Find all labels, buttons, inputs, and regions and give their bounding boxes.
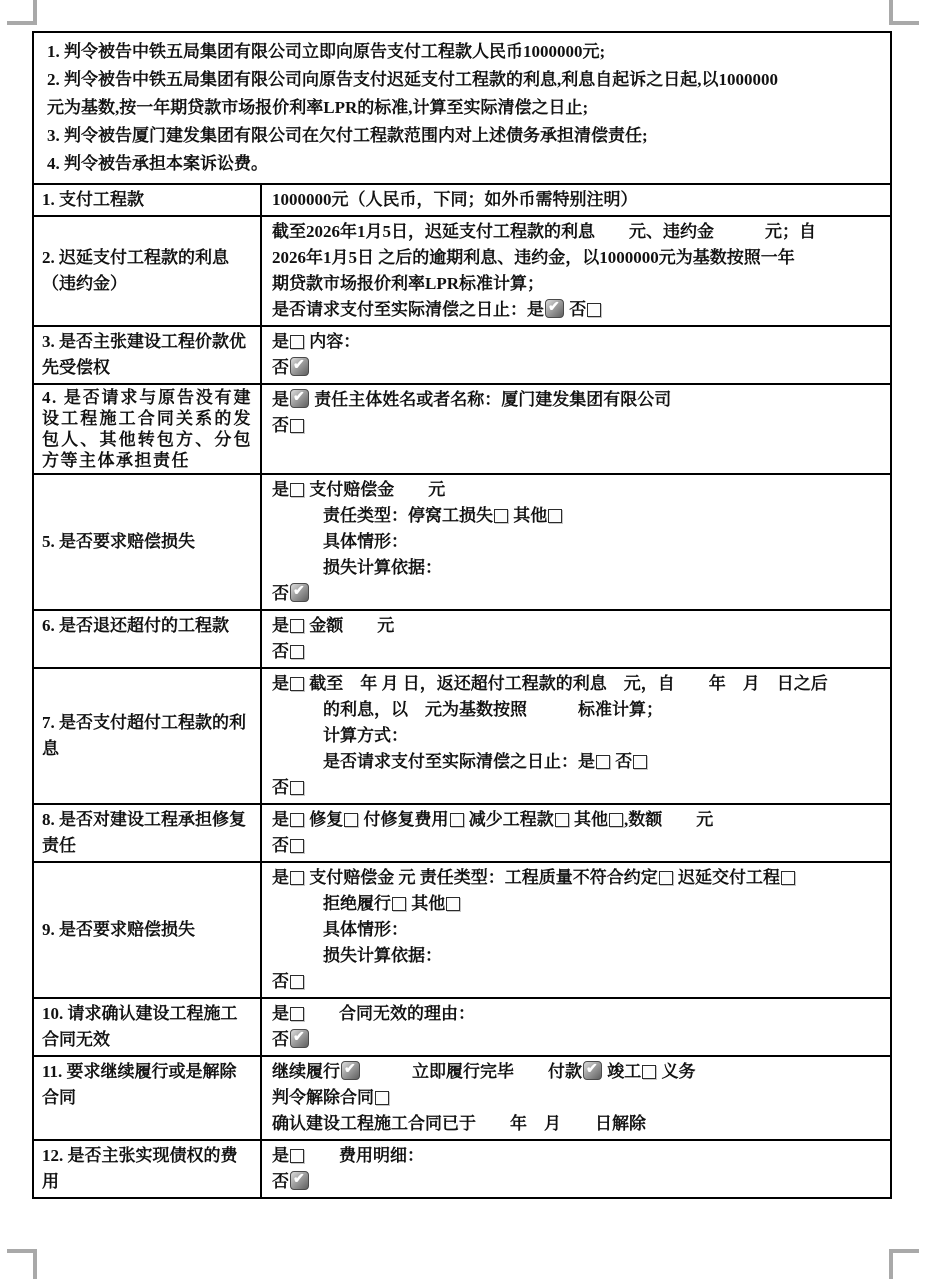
text-run: 是 [272, 674, 289, 693]
content-line [272, 1001, 882, 1027]
text-run: 具体情形： [272, 532, 408, 551]
row-label: 4. 是否请求与原告没有建设工程施工合同关系的发包人、其他转包方、分包方等主体承担责任 [33, 384, 261, 474]
content-line [272, 833, 882, 859]
text-run: 义务 [657, 1062, 696, 1081]
row-label: 12. 是否主张实现债权的费用 [33, 1140, 261, 1198]
text-run: 是否请求支付至实际清偿之日止：是 [272, 300, 544, 319]
text-run: 继续履行 [272, 1062, 340, 1081]
checkbox-unchecked-icon[interactable] [609, 813, 623, 827]
table-row [33, 610, 891, 668]
text-run: 是 [272, 480, 289, 499]
table-row [33, 1056, 891, 1140]
text-run: 是否请求支付至实际清偿之日止：是 [272, 752, 595, 771]
text-run: 否 [272, 1172, 289, 1191]
text-run: 具体情形： [272, 920, 408, 939]
row-label: 6. 是否退还超付的工程款 [33, 610, 261, 668]
text-run: 是 [272, 616, 289, 635]
text-run: 支付赔偿金 元 责任类型：工程质量不符合约定 [305, 868, 658, 887]
table-row [33, 216, 891, 326]
content-line [272, 1111, 882, 1137]
checkbox-checked-icon[interactable] [290, 389, 309, 408]
checkbox-unchecked-icon[interactable] [290, 677, 304, 691]
text-run: 付修复费用 [359, 810, 449, 829]
checkbox-checked-icon[interactable] [583, 1061, 602, 1080]
content-line [272, 891, 882, 917]
table-row [33, 668, 891, 804]
checkbox-unchecked-icon[interactable] [548, 509, 562, 523]
claim-line: 3. 判令被告厦门建发集团有限公司在欠付工程款范围内对上述债务承担清偿责任; [47, 126, 648, 145]
text-run: 否 [272, 836, 289, 855]
content-line [272, 723, 882, 749]
row-label: 7. 是否支付超付工程款的利息 [33, 668, 261, 804]
row-content [261, 474, 891, 610]
row-label: 1. 支付工程款 [33, 184, 261, 216]
checkbox-unchecked-icon[interactable] [494, 509, 508, 523]
content-line [272, 865, 882, 891]
text-run: 合同无效的理由： [305, 1004, 475, 1023]
checkbox-unchecked-icon[interactable] [290, 975, 304, 989]
content-line [272, 413, 882, 439]
row-content [261, 1056, 891, 1140]
claim-line: 1. 判令被告中铁五局集团有限公司立即向原告支付工程款人民币1000000元; [47, 42, 606, 61]
checkbox-unchecked-icon[interactable] [596, 755, 610, 769]
content-line [272, 1059, 882, 1085]
text-run: 否 [611, 752, 633, 771]
text-run: 判令解除合同 [272, 1088, 374, 1107]
table-row [33, 862, 891, 998]
checkbox-unchecked-icon[interactable] [290, 1007, 304, 1021]
text-run: 责任主体姓名或者名称：厦门建发集团有限公司 [310, 390, 672, 409]
crop-mark-bottom-left-icon [33, 1249, 37, 1279]
content-line [272, 807, 882, 833]
table-row [33, 326, 891, 384]
checkbox-unchecked-icon[interactable] [633, 755, 647, 769]
content-line [272, 555, 882, 581]
checkbox-unchecked-icon[interactable] [781, 871, 795, 885]
content-line [272, 477, 882, 503]
text-run: 竣工 [603, 1062, 642, 1081]
text-run: 内容： [305, 332, 361, 351]
checkbox-unchecked-icon[interactable] [392, 897, 406, 911]
crop-mark-top-right-icon [889, 21, 919, 25]
content-line [272, 355, 882, 381]
content-line [272, 245, 882, 271]
checkbox-unchecked-icon[interactable] [375, 1091, 389, 1105]
content-line [272, 187, 882, 213]
row-label: 10. 请求确认建设工程施工合同无效 [33, 998, 261, 1056]
checkbox-unchecked-icon[interactable] [290, 645, 304, 659]
row-content [261, 610, 891, 668]
petition-table [32, 183, 892, 1199]
text-run: 金额 元 [305, 616, 395, 635]
text-run: 损失计算依据： [272, 946, 442, 965]
checkbox-unchecked-icon[interactable] [555, 813, 569, 827]
table-row [33, 1140, 891, 1198]
text-run: 其他 [407, 894, 446, 913]
table-row [33, 474, 891, 610]
content-line [272, 697, 882, 723]
text-run: 其他 [509, 506, 548, 525]
text-run: 否 [272, 642, 289, 661]
table-row [33, 384, 891, 474]
checkbox-unchecked-icon[interactable] [642, 1065, 656, 1079]
text-run: 期贷款市场报价利率LPR标准计算； [272, 274, 544, 293]
content-line [272, 529, 882, 555]
text-run: 支付赔偿金 元 [305, 480, 446, 499]
text-run: 否 [272, 1030, 289, 1049]
text-run: 其他 [569, 810, 608, 829]
content-line [272, 969, 882, 995]
content-line [272, 271, 882, 297]
crop-mark-bottom-right-icon [889, 1249, 919, 1253]
text-run: ,数额 元 [624, 810, 714, 829]
row-content [261, 998, 891, 1056]
text-run: 否 [272, 972, 289, 991]
checkbox-unchecked-icon[interactable] [450, 813, 464, 827]
content-line [272, 581, 882, 607]
content-line [272, 329, 882, 355]
petition-table-body [33, 184, 891, 1198]
text-run: 否 [272, 358, 289, 377]
row-content [261, 384, 891, 474]
content-line [272, 639, 882, 665]
text-run: 拒绝履行 [272, 894, 391, 913]
table-row [33, 804, 891, 862]
checkbox-unchecked-icon[interactable] [290, 781, 304, 795]
text-run: 否 [272, 778, 289, 797]
content-line [272, 297, 882, 323]
claim-line: 4. 判令被告承担本案诉讼费。 [47, 154, 268, 173]
checkbox-unchecked-icon[interactable] [290, 871, 304, 885]
text-run: 截至 年 月 日，返还超付工程款的利息 元，自 年 月 日之后 [305, 674, 828, 693]
checkbox-unchecked-icon[interactable] [290, 1149, 304, 1163]
crop-mark-bottom-left-icon [7, 1249, 37, 1253]
checkbox-unchecked-icon[interactable] [290, 839, 304, 853]
checkbox-unchecked-icon[interactable] [587, 303, 601, 317]
text-run: 是 [272, 810, 289, 829]
text-run: 费用明细： [305, 1146, 424, 1165]
row-content [261, 862, 891, 998]
content-line [272, 1169, 882, 1195]
text-run: 损失计算依据： [272, 558, 442, 577]
claim-line: 2. 判令被告中铁五局集团有限公司向原告支付迟延支付工程款的利息,利息自起诉之日起,以1000000 [47, 70, 778, 89]
checkbox-unchecked-icon[interactable] [446, 897, 460, 911]
row-content [261, 804, 891, 862]
content-line [272, 917, 882, 943]
content-line [272, 1143, 882, 1169]
row-label: 3. 是否主张建设工程价款优先受偿权 [33, 326, 261, 384]
text-run: 的利息，以 元为基数按照 标准计算； [272, 700, 663, 719]
text-run: 立即履行完毕 付款 [361, 1062, 582, 1081]
row-content [261, 184, 891, 216]
content-line [272, 775, 882, 801]
text-run: 修复 [305, 810, 344, 829]
text-run: 是 [272, 390, 289, 409]
text-run: 1000000元（人民币，下同；如外币需特别注明） [272, 190, 638, 209]
content-line [272, 749, 882, 775]
content-line [272, 387, 882, 413]
row-label: 9. 是否要求赔偿损失 [33, 862, 261, 998]
checkbox-checked-icon[interactable] [290, 1171, 309, 1190]
checkbox-unchecked-icon[interactable] [290, 483, 304, 497]
crop-mark-bottom-right-icon [889, 1249, 893, 1279]
text-run: 是 [272, 1004, 289, 1023]
row-content [261, 326, 891, 384]
text-run: 否 [565, 300, 587, 319]
text-run: 截至2026年1月5日，迟延支付工程款的利息 元、违约金 元；自 [272, 222, 816, 241]
checkbox-unchecked-icon[interactable] [659, 871, 673, 885]
checkbox-unchecked-icon[interactable] [290, 619, 304, 633]
text-run: 2026年1月5日 之后的逾期利息、违约金，以1000000元为基数按照一年 [272, 248, 795, 267]
text-run: 否 [272, 416, 289, 435]
row-label: 11. 要求继续履行或是解除合同 [33, 1056, 261, 1140]
checkbox-checked-icon[interactable] [341, 1061, 360, 1080]
text-run: 计算方式： [272, 726, 408, 745]
checkbox-unchecked-icon[interactable] [344, 813, 358, 827]
text-run: 是 [272, 868, 289, 887]
table-row [33, 184, 891, 216]
checkbox-checked-icon[interactable] [290, 1029, 309, 1048]
table-row [33, 998, 891, 1056]
content-line [272, 671, 882, 697]
text-run: 责任类型：停窝工损失 [272, 506, 493, 525]
checkbox-unchecked-icon[interactable] [290, 419, 304, 433]
row-label: 2. 迟延支付工程款的利息（违约金） [33, 216, 261, 326]
row-content [261, 1140, 891, 1198]
checkbox-checked-icon[interactable] [290, 583, 309, 602]
content-line [272, 943, 882, 969]
row-label: 8. 是否对建设工程承担修复责任 [33, 804, 261, 862]
claim-line: 元为基数,按一年期贷款市场报价利率LPR的标准,计算至实际清偿之日止; [47, 98, 589, 117]
checkbox-unchecked-icon[interactable] [290, 813, 304, 827]
claims-section [32, 31, 892, 185]
text-run: 减少工程款 [464, 810, 554, 829]
row-content [261, 216, 891, 326]
text-run: 确认建设工程施工合同已于 年 月 日解除 [272, 1114, 646, 1133]
text-run: 否 [272, 584, 289, 603]
petition-document [32, 31, 892, 1199]
content-line [272, 503, 882, 529]
text-run: 迟延交付工程 [673, 868, 780, 887]
crop-mark-top-left-icon [7, 21, 37, 25]
content-line [272, 613, 882, 639]
row-label: 5. 是否要求赔偿损失 [33, 474, 261, 610]
content-line [272, 1085, 882, 1111]
checkbox-checked-icon[interactable] [545, 299, 564, 318]
row-content [261, 668, 891, 804]
text-run: 是 [272, 332, 289, 351]
checkbox-unchecked-icon[interactable] [290, 335, 304, 349]
checkbox-checked-icon[interactable] [290, 357, 309, 376]
content-line [272, 1027, 882, 1053]
content-line [272, 219, 882, 245]
text-run: 是 [272, 1146, 289, 1165]
